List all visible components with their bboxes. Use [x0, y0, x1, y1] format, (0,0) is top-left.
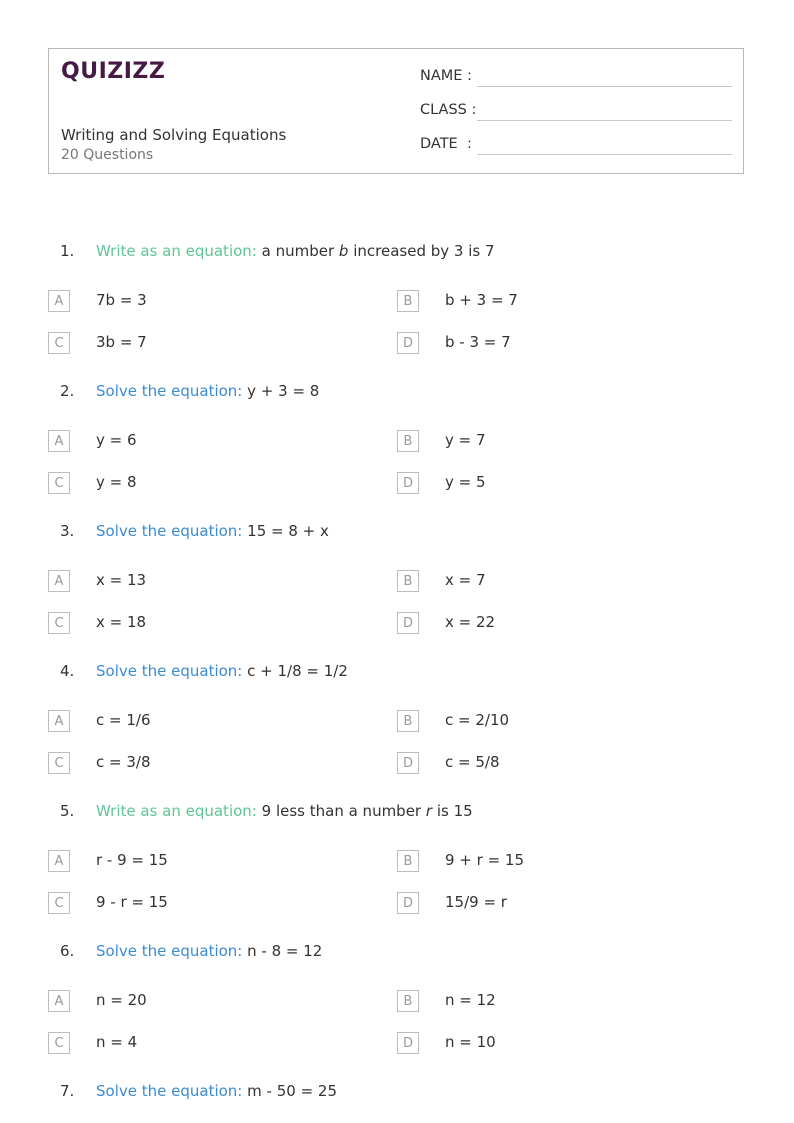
question-number: 6. — [60, 942, 75, 960]
option-letter-box[interactable]: C — [48, 332, 70, 354]
question-body: y + 3 = 8 — [247, 382, 320, 400]
option-letter-box[interactable]: B — [397, 710, 419, 732]
option-letter-box[interactable]: B — [397, 290, 419, 312]
option-letter-box[interactable]: C — [48, 1032, 70, 1054]
option-text: r - 9 = 15 — [96, 851, 168, 869]
question-text — [96, 522, 329, 540]
option-text: y = 5 — [445, 473, 486, 491]
name-label: NAME : — [420, 68, 472, 84]
question-text — [96, 1082, 337, 1100]
option-text: y = 7 — [445, 431, 486, 449]
option-text: n = 12 — [445, 991, 496, 1009]
option-letter-box[interactable]: B — [397, 430, 419, 452]
question-text — [96, 942, 322, 960]
option-letter-box[interactable]: B — [397, 570, 419, 592]
question-line — [0, 382, 794, 404]
option-letter-box[interactable]: D — [397, 752, 419, 774]
option-letter-box[interactable]: A — [48, 290, 70, 312]
question-body: 15 = 8 + x — [247, 522, 329, 540]
option-letter-box[interactable]: A — [48, 990, 70, 1012]
question-body: a number b increased by 3 is 7 — [261, 242, 495, 260]
option-text: y = 8 — [96, 473, 137, 491]
question-prompt: Solve the equation: — [96, 942, 243, 960]
question-number: 4. — [60, 662, 75, 680]
question-line — [0, 1082, 794, 1104]
option-letter-box[interactable]: D — [397, 472, 419, 494]
variable: b — [338, 242, 349, 260]
option-text: c = 2/10 — [445, 711, 510, 729]
question-line — [0, 522, 794, 544]
question-prompt: Solve the equation: — [96, 382, 243, 400]
option-text: b - 3 = 7 — [445, 333, 511, 351]
question-text — [96, 802, 473, 820]
option-text: 7b = 3 — [96, 291, 147, 309]
option-letter-box[interactable]: D — [397, 612, 419, 634]
class-label: CLASS : — [420, 102, 477, 118]
date-label: DATE : — [420, 136, 472, 152]
question-body: m - 50 = 25 — [247, 1082, 337, 1100]
option-letter-box[interactable]: A — [48, 850, 70, 872]
option-text: n = 4 — [96, 1033, 138, 1051]
option-text: x = 22 — [445, 613, 496, 631]
option-text: c = 5/8 — [445, 753, 500, 771]
question-number: 7. — [60, 1082, 75, 1100]
question-line — [0, 802, 794, 824]
option-text: 15/9 = r — [445, 893, 507, 911]
worksheet-title: Writing and Solving Equations — [61, 126, 287, 144]
question-prompt: Write as an equation: — [96, 242, 257, 260]
question-prompt: Write as an equation: — [96, 802, 257, 820]
question-number: 5. — [60, 802, 75, 820]
option-text: y = 6 — [96, 431, 137, 449]
option-text: c = 3/8 — [96, 753, 151, 771]
option-letter-box[interactable]: D — [397, 332, 419, 354]
option-text: n = 20 — [96, 991, 147, 1009]
question-body: 9 less than a number r is 15 — [261, 802, 473, 820]
name-line — [477, 86, 732, 87]
variable: r — [425, 802, 433, 820]
option-letter-box[interactable]: D — [397, 892, 419, 914]
date-line — [477, 154, 732, 155]
option-text: x = 18 — [96, 613, 147, 631]
option-text: x = 13 — [96, 571, 147, 589]
option-text: n = 10 — [445, 1033, 496, 1051]
option-letter-box[interactable]: A — [48, 570, 70, 592]
quizizz-logo: QUIZIZZ — [61, 59, 166, 84]
question-text — [96, 662, 348, 680]
option-text: 9 + r = 15 — [445, 851, 525, 869]
option-text: b + 3 = 7 — [445, 291, 518, 309]
question-line — [0, 662, 794, 684]
option-letter-box[interactable]: C — [48, 612, 70, 634]
question-number: 2. — [60, 382, 75, 400]
question-number: 1. — [60, 242, 75, 260]
option-text: x = 7 — [445, 571, 486, 589]
option-letter-box[interactable]: B — [397, 990, 419, 1012]
question-text — [96, 242, 495, 260]
option-letter-box[interactable]: B — [397, 850, 419, 872]
question-line — [0, 242, 794, 264]
question-prompt: Solve the equation: — [96, 522, 243, 540]
class-line — [477, 120, 732, 121]
option-letter-box[interactable]: A — [48, 430, 70, 452]
option-letter-box[interactable]: C — [48, 472, 70, 494]
option-letter-box[interactable]: D — [397, 1032, 419, 1054]
option-letter-box[interactable]: C — [48, 892, 70, 914]
question-number: 3. — [60, 522, 75, 540]
option-text: 9 - r = 15 — [96, 893, 168, 911]
option-text: c = 1/6 — [96, 711, 151, 729]
worksheet-header — [48, 48, 744, 174]
option-letter-box[interactable]: C — [48, 752, 70, 774]
question-body: c + 1/8 = 1/2 — [247, 662, 348, 680]
option-text: 3b = 7 — [96, 333, 147, 351]
question-body: n - 8 = 12 — [247, 942, 323, 960]
question-text — [96, 382, 319, 400]
question-line — [0, 942, 794, 964]
option-letter-box[interactable]: A — [48, 710, 70, 732]
question-prompt: Solve the equation: — [96, 1082, 243, 1100]
question-count: 20 Questions — [61, 147, 154, 163]
question-prompt: Solve the equation: — [96, 662, 243, 680]
